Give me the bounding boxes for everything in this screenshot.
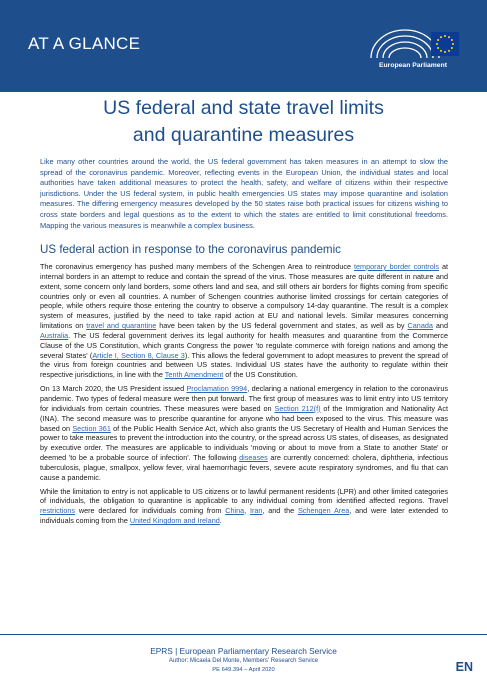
- body-text: [40, 262, 448, 530]
- link-china[interactable]: China: [225, 506, 245, 516]
- link-canada[interactable]: Canada: [407, 321, 433, 331]
- link-restrictions[interactable]: restrictions: [40, 506, 76, 516]
- paragraph-1: The coronavirus emergency has pushed many members of the Schengen Area to reintroduce temporary border controls at internal borders in an attempt to reduce and contain the spread of the virus. Those measures are quite different in nature and extent, some concern only land borders, some others land and sea, and still others air borders for flights coming from specific countries only or even all countries. A number of Schengen countries authorise limited crossings for certain categories of people, while others require those entering the country to observe a compulsory 14-day quarantine. The result is a complex system of measures, justified by the need to take rapid action at EU and national levels. Similar measures concerning limitations on travel and quarantine have been taken by the US federal government and states, as well as by Canada and Australia. The US federal government derives its legal authority for health measures and quarantine from the Commerce Clause of the US Constitution, which grants Congress the power 'to regulate commerce with foreign nations and among the several States' (Article I, Section 8, Clause 3). This allows the federal government to adopt measures to prevent the spread of the virus from foreign countries and between US states. Individual US states have the authority to regulate within their respective jurisdictions, in line with the Tenth Amendment of the US Constitution.: [40, 262, 448, 380]
- link-diseases[interactable]: diseases: [239, 453, 268, 463]
- link-section-212f[interactable]: Section 212(f): [274, 403, 321, 413]
- section-heading: US federal action in response to the coronavirus pandemic: [40, 243, 341, 256]
- link-australia[interactable]: Australia: [40, 330, 69, 340]
- paragraph-2: On 13 March 2020, the US President issued Proclamation 9994, declaring a national emergency in relation to the coronavirus pandemic. Two types of federal measure were then put forward. The first group of measures was to limit entry into US territory for individuals from certain countries. These measures were based on Section 212(f) of the Immigration and Nationality Act (INA). The second measure was to prescribe quarantine for anyone who had been exposed to the virus. This measure was based on Section 361 of the Public Health Service Act, which also grants the US Secretary of Health and Human Services the power to take measures to prevent the introduction into the country, or the spread across US states, of diseases, as designated by executive order. The measures are applicable to individuals 'moving or about to move from a State to another State' or deemed 'to be a probable source of infection'. The following diseases are currently concerned: cholera, diphtheria, infectious tuberculosis, plague, smallpox, yellow fever, viral haemorrhagic fevers, severe acute respiratory syndromes, and flu that can cause a pandemic.: [40, 384, 448, 482]
- lead-paragraph: Like many other countries around the world, the US federal government has taken measures in an attempt to slow the spread of the coronavirus pandemic. Moreover, reflecting events in the European Union, the individual states and local authorities have taken additional measures to protect the health, safety, and welfare of citizens within their respective jurisdictions. Under the US federal system, in public health emergencies US states may impose quarantine and isolation measures. The differing emergency measures developed by the 50 states raise both practical issues for citizens wishing to cross state borders and legal questions as to the extent to which the states are entitled to limit constitutional freedoms. Mapping the various measures is meanwhile a complex business.: [40, 157, 448, 230]
- link-schengen-area[interactable]: Schengen Area: [297, 506, 350, 516]
- link-iran[interactable]: Iran: [249, 506, 263, 516]
- footer-service: EPRS | European Parliamentary Research Service: [150, 646, 337, 656]
- link-temporary-border-controls[interactable]: temporary border controls: [354, 262, 439, 271]
- link-travel-and-quarantine[interactable]: travel and quarantine: [86, 321, 157, 331]
- footer-divider: [0, 634, 487, 635]
- at-a-glance-label: AT A GLANCE: [28, 34, 141, 53]
- logo-caption: European Parliament: [379, 62, 447, 69]
- link-proclamation-9994[interactable]: Proclamation 9994: [186, 384, 248, 394]
- footer-author: Author: Micaela Del Monte, Members' Research Service: [168, 658, 319, 664]
- link-tenth-amendment[interactable]: Tenth Amendment: [164, 370, 224, 380]
- parliament-emblem-icon: [365, 22, 461, 60]
- link-section-361[interactable]: Section 361: [72, 423, 111, 433]
- page-title: US federal and state travel limits and quarantine measures: [103, 97, 384, 146]
- footer: [70, 645, 417, 674]
- link-article-i-section-8[interactable]: Article I, Section 8, Clause 3: [92, 350, 185, 360]
- paragraph-3: While the limitation to entry is not applicable to US citizens or to lawful permanent residents (LPR) and other limited categories of individuals, the obligation to quarantine is applicable to any individual coming from identified affected regions. Travel restrictions were declared for individuals coming from China, Iran, and the Schengen Area, and were later extended to individuals coming from the United Kingdom and Ireland.: [40, 486, 448, 526]
- link-united-kingdom-and-ireland[interactable]: United Kingdom and Ireland: [129, 516, 220, 526]
- language-code: EN: [455, 660, 473, 674]
- european-parliament-logo: [365, 22, 461, 76]
- header-banner: [0, 0, 487, 92]
- footer-reference: PE 649.394 – April 2020: [212, 667, 275, 673]
